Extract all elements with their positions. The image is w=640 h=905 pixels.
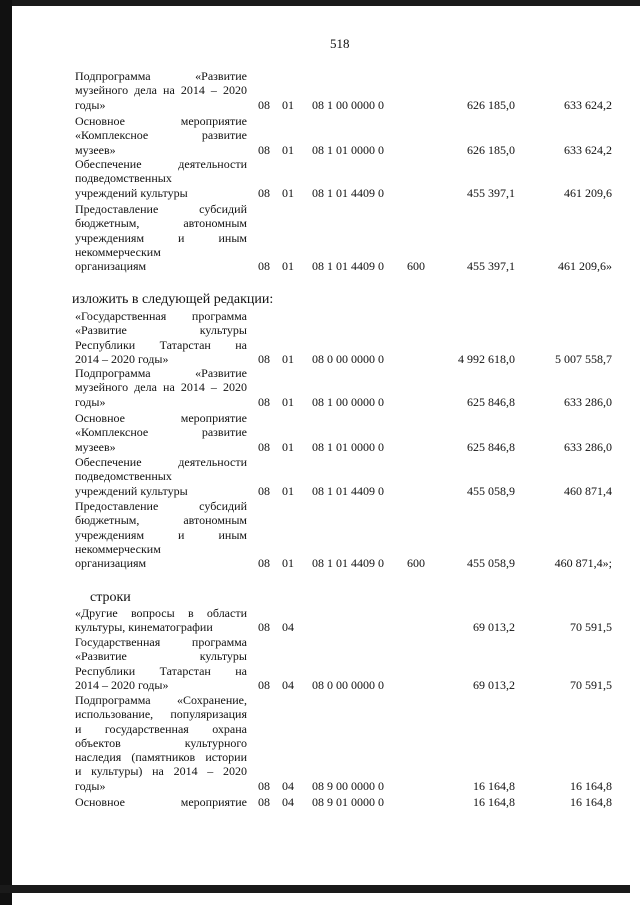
row-name-line: Основное мероприятие (75, 795, 247, 809)
row-name (75, 366, 247, 409)
table-row (0, 114, 640, 157)
row-name-line: бюджетным, автономным (75, 513, 247, 528)
row-name-line: Подпрограмма «Сохранение, (75, 693, 247, 707)
row-name-line: учреждений культуры (75, 483, 188, 498)
row-name-line: Предоставление субсидий (75, 202, 247, 216)
heading-new-edition: изложить в следующей редакции: (72, 292, 274, 307)
row-name (75, 411, 247, 454)
row-name-line: «Другие вопросы в области (75, 606, 247, 620)
expense-type-code: 600 (407, 556, 425, 571)
table-row (0, 157, 640, 200)
row-name-line: «Государственная программа (75, 309, 247, 323)
amount-year-1: 16 164,8 (473, 778, 515, 793)
table-row (0, 309, 640, 366)
section-code: 08 (258, 259, 270, 274)
amount-year-1: 16 164,8 (473, 795, 515, 809)
target-article-code: 08 1 01 0000 0 (312, 439, 384, 454)
row-name (75, 795, 247, 809)
target-article-code: 08 0 00 0000 0 (312, 677, 384, 692)
section-code: 08 (258, 439, 270, 454)
row-name-line: организациям (75, 259, 147, 274)
table-row (0, 499, 640, 571)
row-name-line: использование, популяризация (75, 707, 247, 722)
table-row (0, 795, 640, 809)
amount-year-2: 5 007 558,7 (555, 351, 612, 366)
table-row (0, 366, 640, 409)
amount-year-2: 633 286,0 (564, 439, 612, 454)
amount-year-2: 633 624,2 (564, 142, 612, 157)
target-article-code: 08 1 01 4409 0 (312, 185, 384, 200)
amount-year-2: 16 164,8 (570, 795, 612, 809)
row-name-line: Обеспечение деятельности (75, 157, 247, 171)
section-code: 08 (258, 351, 270, 366)
table-row (0, 635, 640, 692)
row-name-line: подведомственных (75, 469, 172, 484)
subsection-code: 04 (282, 778, 294, 793)
section-code: 08 (258, 778, 270, 793)
subsection-code: 01 (282, 351, 294, 366)
section-code: 08 (258, 142, 270, 157)
subsection-code: 04 (282, 795, 294, 809)
subsection-code: 01 (282, 556, 294, 571)
table-row (0, 606, 640, 635)
table-row (0, 411, 640, 454)
subsection-code: 01 (282, 142, 294, 157)
amount-year-2: 633 286,0 (564, 394, 612, 409)
row-name-line: подведомственных (75, 171, 172, 186)
amount-year-1: 4 992 618,0 (458, 351, 515, 366)
row-name-line: некоммерческим (75, 244, 161, 259)
row-name (75, 114, 247, 157)
subsection-code: 01 (282, 439, 294, 454)
row-name (75, 499, 247, 570)
amount-year-1: 455 058,9 (467, 483, 515, 498)
section-code: 08 (258, 185, 270, 200)
expense-type-code: 600 (407, 259, 425, 274)
row-name-line: наследия (памятников истории (75, 750, 247, 765)
row-name (75, 635, 247, 692)
row-name-line: Подпрограмма «Развитие (75, 366, 247, 380)
row-name (75, 693, 247, 793)
amount-year-2: 461 209,6 (564, 185, 612, 200)
row-name-line: годы» (75, 97, 106, 112)
row-name (75, 309, 247, 366)
subsection-code: 01 (282, 259, 294, 274)
subsection-code: 01 (282, 185, 294, 200)
target-article-code: 08 1 01 4409 0 (312, 259, 384, 274)
row-name-line: музейного дела на 2014 – 2020 (75, 83, 247, 98)
amount-year-2: 460 871,4 (564, 483, 612, 498)
row-name-line: некоммерческим (75, 541, 161, 556)
row-name-line: объектов культурного (75, 735, 247, 750)
amount-year-1: 626 185,0 (467, 97, 515, 112)
row-name (75, 157, 247, 200)
target-article-code: 08 0 00 0000 0 (312, 351, 384, 366)
row-name-line: Подпрограмма «Развитие (75, 69, 247, 83)
amount-year-2: 460 871,4»; (554, 556, 612, 571)
heading-rows: строки (90, 590, 131, 605)
row-name-line: Основное мероприятие (75, 114, 247, 128)
row-name-line: и культуры) на 2014 – 2020 (75, 764, 247, 779)
amount-year-1: 69 013,2 (473, 677, 515, 692)
amount-year-1: 455 397,1 (467, 185, 515, 200)
row-name-line: Республики Татарстан на (75, 663, 247, 678)
row-name-line: музеев» (75, 142, 116, 157)
amount-year-1: 455 058,9 (467, 556, 515, 571)
table-row (0, 202, 640, 274)
amount-year-2: 461 209,6» (558, 259, 612, 274)
scan-edge-bottom (0, 885, 630, 893)
section-code: 08 (258, 97, 270, 112)
page-number: 518 (330, 36, 350, 51)
row-name-line: «Развитие культуры (75, 649, 247, 664)
amount-year-1: 69 013,2 (473, 620, 515, 635)
subsection-code: 04 (282, 677, 294, 692)
row-name-line: годы» (75, 394, 106, 409)
row-name-line: культуры, кинематографии (75, 620, 213, 635)
row-name-line: 2014 – 2020 годы» (75, 351, 169, 366)
row-name-line: учреждениям и иным (75, 527, 247, 542)
row-name-line: бюджетным, автономным (75, 216, 247, 231)
scan-edge-top (0, 0, 640, 6)
row-name-line: годы» (75, 778, 106, 793)
target-article-code: 08 1 00 0000 0 (312, 97, 384, 112)
row-name-line: Республики Татарстан на (75, 337, 247, 352)
amount-year-2: 70 591,5 (570, 677, 612, 692)
subsection-code: 01 (282, 97, 294, 112)
row-name-line: 2014 – 2020 годы» (75, 677, 169, 692)
subsection-code: 01 (282, 394, 294, 409)
section-code: 08 (258, 620, 270, 635)
subsection-code: 01 (282, 483, 294, 498)
row-name (75, 69, 247, 112)
target-article-code: 08 9 00 0000 0 (312, 778, 384, 793)
table-row (0, 693, 640, 793)
section-code: 08 (258, 394, 270, 409)
target-article-code: 08 1 01 4409 0 (312, 556, 384, 571)
row-name-line: Государственная программа (75, 635, 247, 649)
row-name-line: учреждениям и иным (75, 230, 247, 245)
row-name-line: учреждений культуры (75, 185, 188, 200)
amount-year-1: 455 397,1 (467, 259, 515, 274)
section-code: 08 (258, 677, 270, 692)
row-name-line: «Комплексное развитие (75, 128, 247, 143)
row-name-line: организациям (75, 556, 147, 571)
row-name-line: Основное мероприятие (75, 411, 247, 425)
amount-year-2: 70 591,5 (570, 620, 612, 635)
amount-year-2: 16 164,8 (570, 778, 612, 793)
target-article-code: 08 1 01 4409 0 (312, 483, 384, 498)
section-code: 08 (258, 556, 270, 571)
target-article-code: 08 1 00 0000 0 (312, 394, 384, 409)
row-name-line: Предоставление субсидий (75, 499, 247, 513)
target-article-code: 08 9 01 0000 0 (312, 795, 384, 809)
amount-year-1: 626 185,0 (467, 142, 515, 157)
row-name-line: Обеспечение деятельности (75, 455, 247, 469)
row-name-line: музеев» (75, 439, 116, 454)
row-name-line: «Комплексное развитие (75, 425, 247, 440)
table-row (0, 455, 640, 498)
subsection-code: 04 (282, 620, 294, 635)
amount-year-1: 625 846,8 (467, 394, 515, 409)
row-name-line: и государственная охрана (75, 721, 247, 736)
row-name-line: «Развитие культуры (75, 323, 247, 338)
row-name (75, 202, 247, 273)
amount-year-2: 633 624,2 (564, 97, 612, 112)
amount-year-1: 625 846,8 (467, 439, 515, 454)
table-row (0, 69, 640, 112)
row-name-line: музейного дела на 2014 – 2020 (75, 380, 247, 395)
section-code: 08 (258, 483, 270, 498)
row-name (75, 455, 247, 498)
section-code: 08 (258, 795, 270, 809)
target-article-code: 08 1 01 0000 0 (312, 142, 384, 157)
row-name (75, 606, 247, 635)
